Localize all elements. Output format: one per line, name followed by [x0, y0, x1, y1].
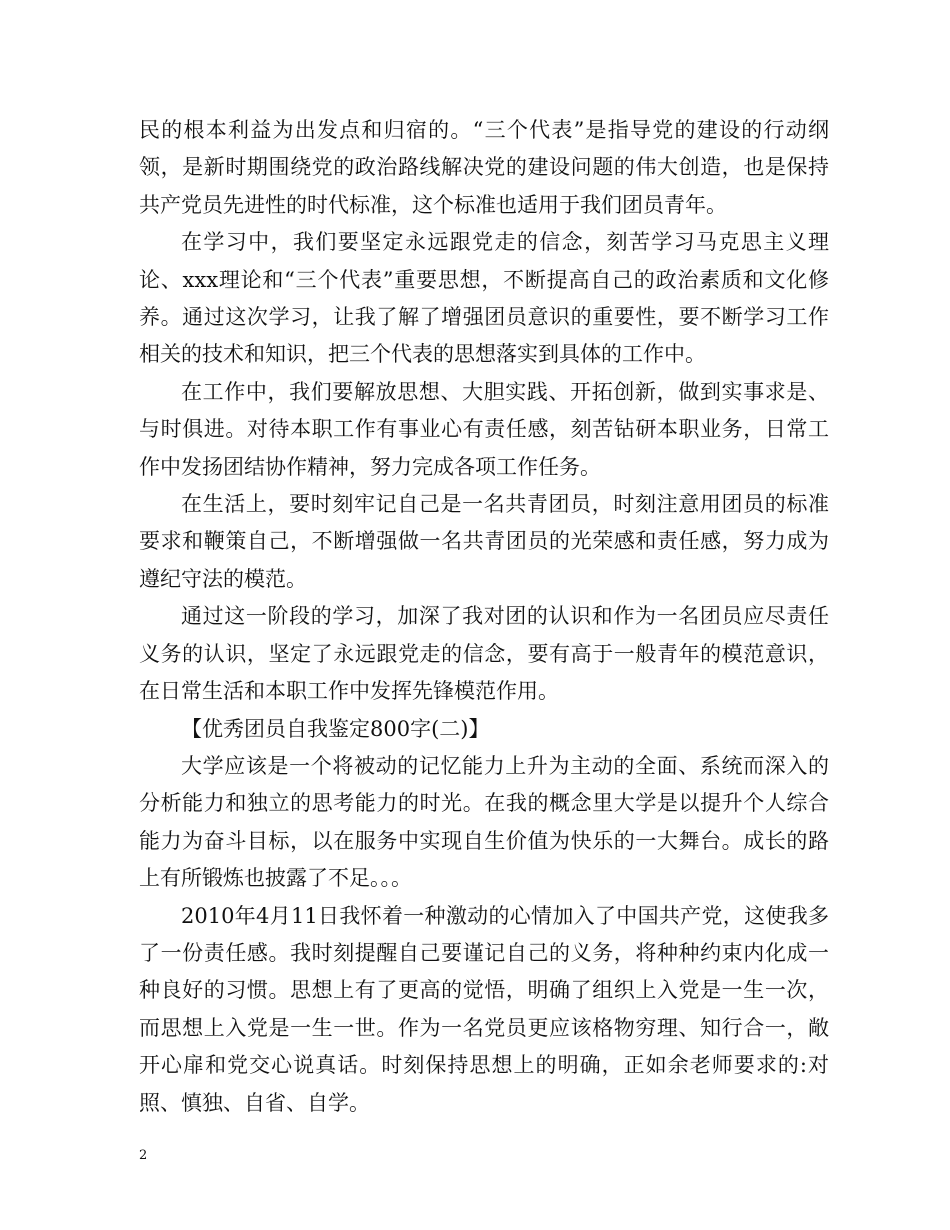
page-number: 2	[139, 1148, 148, 1163]
paragraph-4: 在生活上，要时刻牢记自己是一名共青团员，时刻注意用团员的标准要求和鞭策自己，不断增强做一名共青团员的光荣感和责任感，努力成为遵纪守法的模范。	[139, 492, 829, 591]
paragraph-7: 2010年4月11日我怀着一种激动的心情加入了中国共产党，这使我多了一份责任感。我时刻提醒自己要谨记自己的义务，将种种约束内化成一种良好的习惯。思想上有了更高的觉悟，明确了组织上入党是一生一次，而思想上入党是一生一世。作为一名党员更应该格物穷理、知行合一，敞开心扉和党交心说真话。时刻保持思想上的明确，正如余老师要求的:对照、慎独、自省、自学。	[139, 903, 829, 1115]
paragraph-1: 民的根本利益为出发点和归宿的。“三个代表”是指导党的建设的行动纲领，是新时期围绕党的政治路线解决党的建设问题的伟大创造，也是保持共产党员先进性的时代标准，这个标准也适用于我们团员青年。	[139, 118, 829, 217]
paragraph-2: 在学习中，我们要坚定永远跟党走的信念，刻苦学习马克思主义理论、xxx理论和“三个代表”重要思想，不断提高自己的政治素质和文化修养。通过这次学习，让我了解了增强团员意识的重要性，要不断学习工作相关的技术和知识，把三个代表的思想落实到具体的工作中。	[139, 230, 829, 367]
paragraph-6: 大学应该是一个将被动的记忆能力上升为主动的全面、系统而深入的分析能力和独立的思考能力的时光。在我的概念里大学是以提升个人综合能力为奋斗目标，以在服务中实现自生价值为快乐的一大舞台。成长的路上有所锻炼也披露了不足。。。	[139, 753, 829, 891]
paragraph-5: 通过这一阶段的学习，加深了我对团的认识和作为一名团员应尽责任义务的认识，坚定了永远跟党走的信念，要有高于一般青年的模范意识，在日常生活和本职工作中发挥先锋模范作用。	[139, 604, 829, 704]
section-heading: 【优秀团员自我鉴定800字(二)】	[181, 716, 490, 741]
paragraph-3: 在工作中，我们要解放思想、大胆实践、开拓创新，做到实事求是、与时俱进。对待本职工作有事业心有责任感，刻苦钻研本职业务，日常工作中发扬团结协作精神，努力完成各项工作任务。	[139, 379, 829, 479]
document-body	[139, 112, 829, 1122]
